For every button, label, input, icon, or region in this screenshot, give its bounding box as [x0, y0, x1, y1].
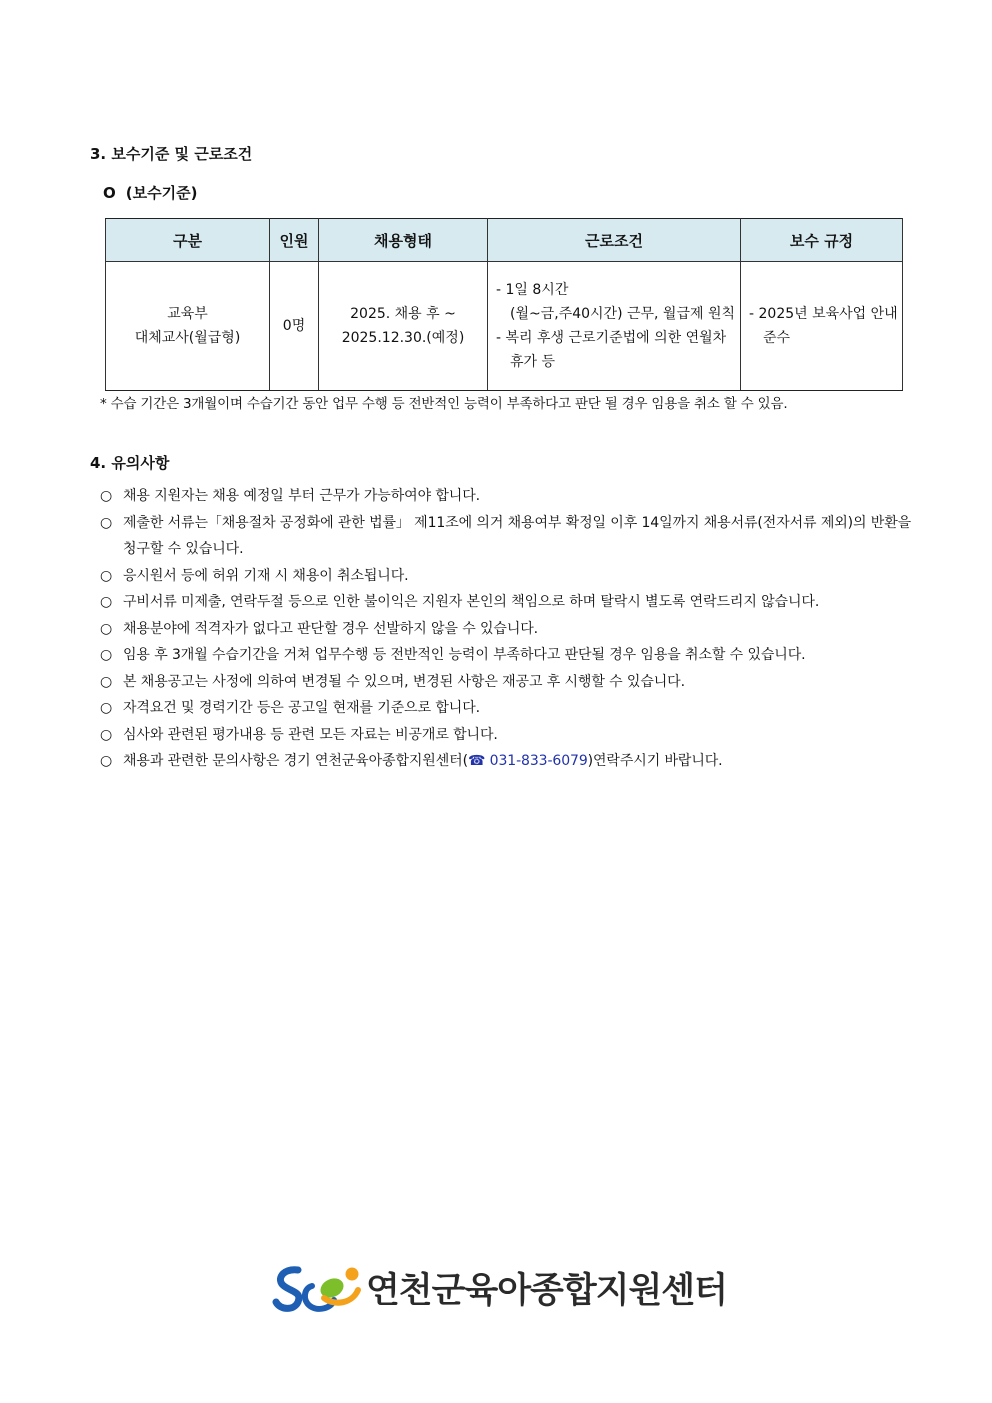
subheading-bullet: O [103, 184, 116, 202]
bullet-icon: ○ [100, 700, 113, 716]
list-item: ○ 구비서류 미제출, 연락두절 등으로 인한 불이익은 지원자 본인의 책임으로 하며 탈락시 별도록 연락드리지 않습니다. [100, 589, 912, 616]
category-line-1: 교육부 [167, 306, 208, 322]
pay-table [105, 218, 903, 391]
bullet-icon: ○ [100, 726, 113, 743]
cell-employment-type [319, 262, 488, 391]
center-logo [272, 1262, 742, 1314]
list-item: ○ 본 채용공고는 사정에 의하여 변경될 수 있으며, 변경된 사항은 재공고 후 시행할 수 있습니다. [100, 669, 912, 696]
list-item: ○ 응시원서 등에 허위 기재 시 채용이 취소됩니다. [100, 563, 912, 590]
table-row [106, 262, 903, 391]
header-headcount: 인원 [270, 219, 319, 262]
list-item: ○ 채용 지원자는 채용 예정일 부터 근무가 가능하여야 합니다. [100, 483, 912, 510]
conditions-line-3: - 복리 후생 근로기준법에 의한 연월차 휴가 등 [496, 330, 727, 370]
list-item: ○ 임용 후 3개월 수습기간을 거쳐 업무수행 등 전반적인 능력이 부족하다고 판단될 경우 임용을 취소할 수 있습니다. [100, 642, 912, 669]
cell-work-conditions [488, 262, 741, 391]
bullet-icon: ○ [100, 594, 113, 610]
cell-headcount: 0명 [270, 262, 319, 391]
cell-category [106, 262, 270, 391]
header-pay-rule: 보수 규정 [741, 219, 903, 262]
bullet-icon: ○ [100, 753, 113, 769]
table-header-row [106, 219, 903, 262]
bullet-icon: ○ [100, 488, 113, 504]
header-employment-type: 채용형태 [319, 219, 488, 262]
list-item: ○ 제출한 서류는「채용절차 공정화에 관한 법률」 제11조에 의거 채용여부 확정일 이후 14일까지 채용서류(전자서류 제외)의 반환을 청구할 수 있습니다. [100, 510, 912, 563]
header-category: 구분 [106, 219, 270, 262]
section3-title: 3. 보수기준 및 근로조건 [90, 145, 253, 163]
contact-prefix: 채용과 관련한 문의사항은 경기 연천군육아종합지원센터( [123, 753, 468, 769]
conditions-line-1: - 1일 8시간 [496, 282, 569, 298]
bullet-icon: ○ [100, 567, 113, 584]
category-line-2: 대체교사(월급형) [134, 330, 241, 346]
cell-pay-rule [741, 262, 903, 391]
section4-title: 4. 유의사항 [90, 454, 170, 472]
contact-list-item [100, 748, 912, 775]
bullet-icon: ○ [100, 647, 113, 663]
probation-footnote: * 수습 기간은 3개월이며 수습기간 동안 업무 수행 등 전반적인 능력이 부족하다고 판단 될 경우 임용을 취소 할 수 있음. [100, 396, 788, 412]
employment-line-1: 2025. 채용 후 ~ [350, 306, 456, 322]
logo-text: 연천군육아종합지원센터 [366, 1271, 727, 1311]
subheading-text: (보수기준) [125, 184, 198, 202]
subheading [103, 182, 197, 203]
notice-list [100, 483, 912, 775]
list-item: ○ 심사와 관련된 평가내용 등 관련 모든 자료는 비공개로 합니다. [100, 722, 912, 749]
phone-number: 031-833-6079 [489, 753, 588, 769]
list-item: ○ 채용분야에 적격자가 없다고 판단할 경우 선발하지 않을 수 있습니다. [100, 616, 912, 643]
phone-icon: ☎ [467, 753, 486, 769]
bullet-icon: ○ [100, 673, 113, 690]
center-logo-icon [272, 1262, 368, 1314]
contact-suffix: )연락주시기 바랍니다. [587, 753, 723, 769]
list-item: ○ 자격요건 및 경력기간 등은 공고일 현재를 기준으로 합니다. [100, 695, 912, 722]
bullet-icon: ○ [100, 620, 113, 637]
conditions-line-2: (월~금,주40시간) 근무, 월급제 원칙 [510, 306, 736, 322]
bullet-icon: ○ [100, 514, 113, 531]
employment-line-2: 2025.12.30.(예정) [341, 330, 465, 346]
header-work-conditions: 근로조건 [488, 219, 741, 262]
pay-rule-text: - 2025년 보육사업 안내 준수 [749, 306, 898, 346]
